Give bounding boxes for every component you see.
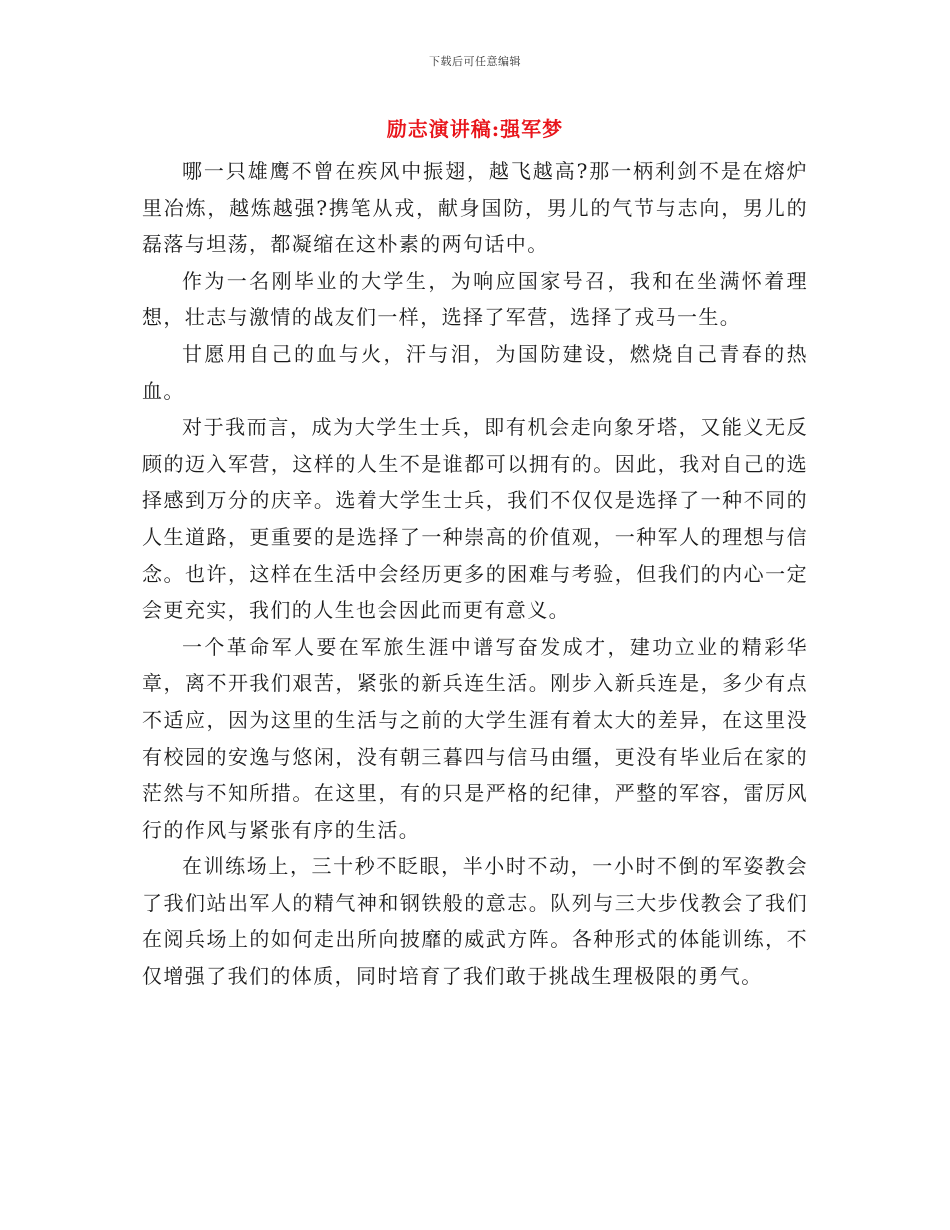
paragraph: 作为一名刚毕业的大学生，为响应国家号召，我和在坐满怀着理想，壮志与激情的战友们一样，选择了军营，选择了戎马一生。 (142, 268, 808, 330)
paragraph: 在训练场上，三十秒不眨眼，半小时不动，一小时不倒的军姿教会了我们站出军人的精气神和钢铁般的意志。队列与三大步伐教会了我们在阅兵场上的如何走出所向披靡的威武方阵。各种形式的体能训练，不仅增强了我们的体质，同时培育了我们敢于挑战生理极限的勇气。 (142, 854, 808, 989)
paragraph: 甘愿用自己的血与火，汗与泪，为国防建设，燃烧自己青春的热血。 (142, 341, 808, 403)
paragraph: 对于我而言，成为大学生士兵，即有机会走向象牙塔，又能义无反顾的迈入军营，这样的人生不是谁都可以拥有的。因此，我对自己的选择感到万分的庆辛。选着大学生士兵，我们不仅仅是选择了一种不同的人生道路，更重要的是选择了一种崇高的价值观，一种军人的理想与信念。也许，这样在生活中会经历更多的困难与考验，但我们的内心一定会更充实，我们的人生也会因此而更有意义。 (142, 415, 808, 623)
document-title: 励志演讲稿:强军梦 (386, 117, 564, 141)
document-body (142, 153, 808, 995)
paragraph: 哪一只雄鹰不曾在疾风中振翅，越飞越高?那一柄利剑不是在熔炉里冶炼，越炼越强?携笔从戎，献身国防，男儿的气节与志向，男儿的磊落与坦荡，都凝缩在这朴素的两句话中。 (142, 159, 808, 257)
paragraph: 一个革命军人要在军旅生涯中谱写奋发成才，建功立业的精彩华章，离不开我们艰苦，紧张的新兵连生活。刚步入新兵连是，多少有点不适应，因为这里的生活与之前的大学生涯有着太大的差异，在这里没有校园的安逸与悠闲，没有朝三暮四与信马由缰，更没有毕业后在家的茫然与不知所措。在这里，有的只是严格的纪律，严整的军容，雷厉风行的作风与紧张有序的生活。 (142, 634, 808, 842)
header-note: 下载后可任意编辑 (429, 55, 521, 68)
